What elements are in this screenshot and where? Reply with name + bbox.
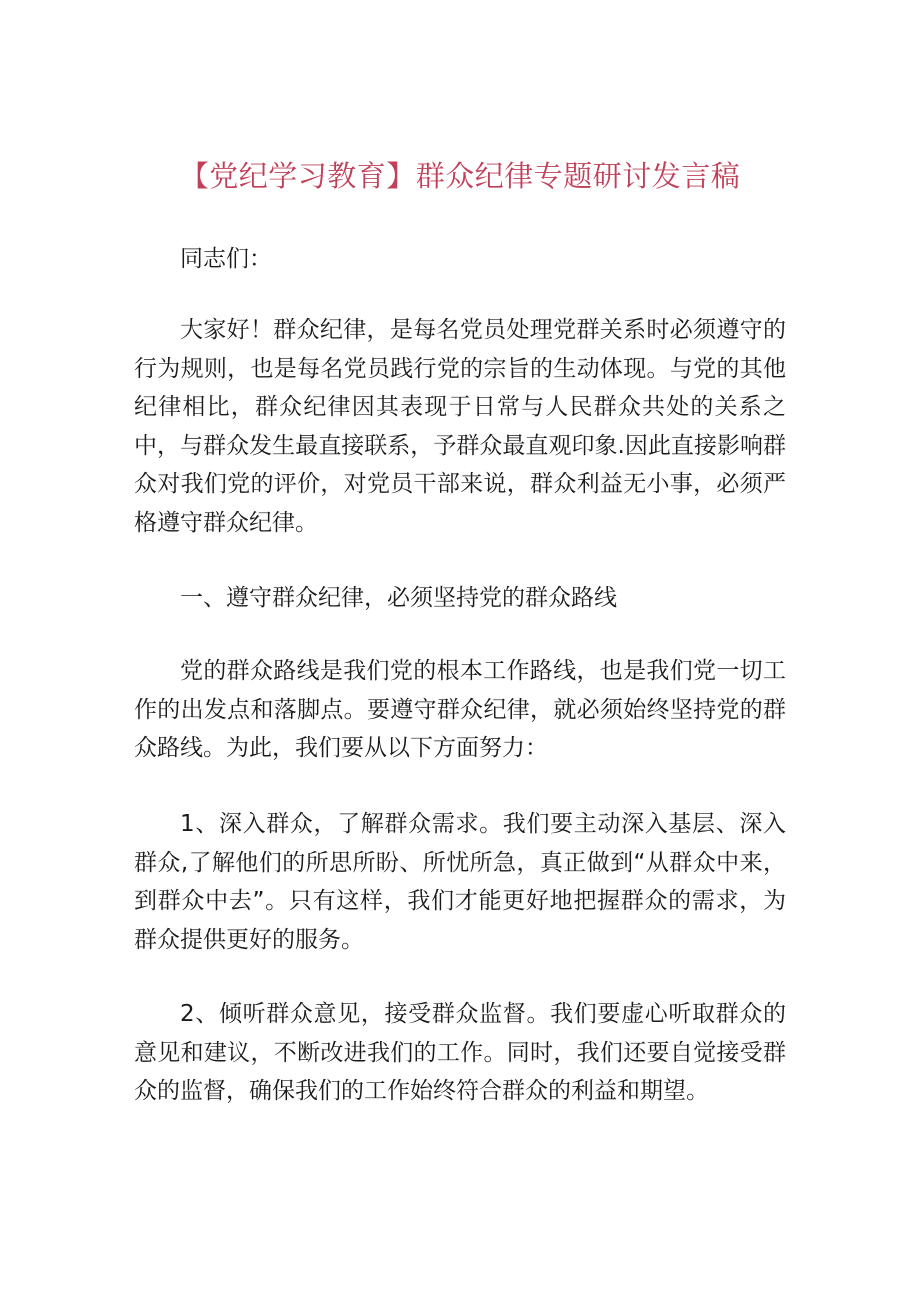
salutation-paragraph: 同志们： bbox=[180, 246, 272, 272]
list-item-1: 1、深入群众，了解群众需求。我们要主动深入基层、深入群众,了解他们的所思所盼、所忧所急，真正做到“从群众中来，到群众中去”。只有这样，我们才能更好地把握群众的需求，为群众提供更好的服务。 bbox=[134, 811, 786, 953]
intro-paragraph: 大家好！群众纪律，是每名党员处理党群关系时必须遵守的行为规则，也是每名党员践行党的宗旨的生动体现。与党的其他纪律相比，群众纪律因其表现于日常与人民群众共处的关系之中，与群众发生最直接联系，予群众最直观印象.因此直接影响群众对我们党的评价，对党员干部来说，群众利益无小事，必须严格遵守群众纪律。 bbox=[134, 317, 786, 536]
mass-line-paragraph: 党的群众路线是我们党的根本工作路线，也是我们党一切工作的出发点和落脚点。要遵守群众纪律，就必须始终坚持党的群众路线。为此，我们要从以下方面努力： bbox=[134, 658, 786, 761]
section-heading-1: 一、遵守群众纪律，必须坚持党的群众路线 bbox=[180, 585, 617, 611]
list-item-2: 2、倾听群众意见，接受群众监督。我们要虚心听取群众的意见和建议，不断改进我们的工作。同时，我们还要自觉接受群众的监督，确保我们的工作始终符合群众的利益和期望。 bbox=[134, 1001, 786, 1104]
document-title: 【党纪学习教育】群众纪律专题研讨发言稿 bbox=[179, 159, 741, 193]
